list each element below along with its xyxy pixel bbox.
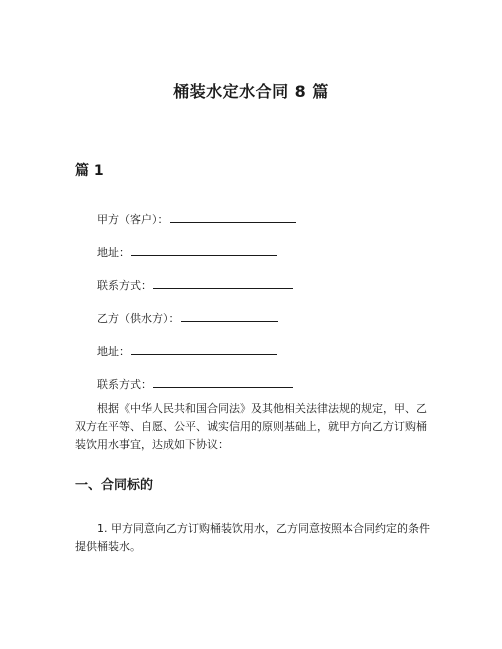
fill-in-blank (153, 277, 293, 289)
intro-paragraph: 根据《中华人民共和国合同法》及其他相关法律法规的规定，甲、乙双方在平等、自愿、公平、诚实信用的原则基础上，就甲方向乙方订购桶装饮用水事宜，达成如下协议： (75, 402, 427, 451)
clause-paragraph: 1. 甲方同意向乙方订购桶装饮用水，乙方同意按照本合同约定的条件提供桶装水。 (75, 522, 430, 553)
field-label: 甲方（客户）： (97, 213, 169, 226)
party-a-name-field (97, 211, 296, 227)
party-a-address-field (97, 244, 277, 260)
part-heading: 篇 1 (75, 163, 104, 179)
section-heading: 一、合同标的 (75, 478, 154, 493)
party-b-contact-field (97, 376, 293, 392)
fill-in-blank (153, 376, 293, 388)
party-b-name-field (97, 310, 278, 326)
field-label: 联系方式： (97, 279, 152, 292)
fill-in-blank (181, 310, 278, 322)
field-label: 地址： (97, 246, 130, 259)
field-label: 地址： (97, 345, 130, 358)
fill-in-blank (131, 244, 277, 256)
field-label: 联系方式： (97, 378, 152, 391)
party-b-address-field (97, 343, 277, 359)
party-a-contact-field (97, 277, 293, 293)
fill-in-blank (170, 211, 296, 223)
document-title: 桶装水定水合同 8 篇 (173, 82, 329, 101)
field-label: 乙方（供水方）： (97, 312, 180, 325)
fill-in-blank (131, 343, 277, 355)
